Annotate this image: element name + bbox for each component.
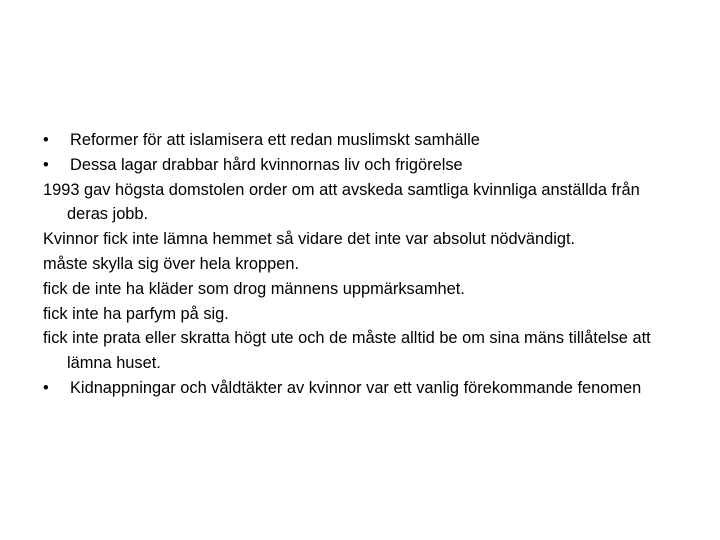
bullet-text: Reformer för att islamisera ett redan muslimskt samhälle xyxy=(70,131,480,149)
bullet-text: Dessa lagar drabbar hård kvinnornas liv och frigörelse xyxy=(70,155,463,174)
text-line: Kvinnor fick inte lämna hemmet så vidare det inte var absolut nödvändigt. xyxy=(43,230,576,249)
bullet-marker: • xyxy=(43,131,49,149)
text-line: fick inte ha parfym på sig. xyxy=(43,304,229,323)
bullet-item xyxy=(43,376,683,401)
bullet-text: Kidnappningar och våldtäkter av kvinnor var ett vanlig förekommande fenomen xyxy=(70,378,642,397)
text-line: fick inte prata eller skratta högt ute och de måste alltid be om sina mäns tillåtelse att lämna huset. xyxy=(43,329,651,373)
bullet-marker: • xyxy=(43,378,49,397)
bullet-item xyxy=(43,128,683,153)
text-line: fick de inte ha kläder som drog männens uppmärksamhet. xyxy=(43,279,465,298)
slide-body-text xyxy=(43,128,683,401)
bullet-marker: • xyxy=(43,155,49,174)
text-line: måste skylla sig över hela kroppen. xyxy=(43,254,299,273)
text-line: 1993 gav högsta domstolen order om att avskeda samtliga kvinnliga anställda från deras jobb. xyxy=(43,180,640,224)
bullet-item xyxy=(43,153,683,178)
